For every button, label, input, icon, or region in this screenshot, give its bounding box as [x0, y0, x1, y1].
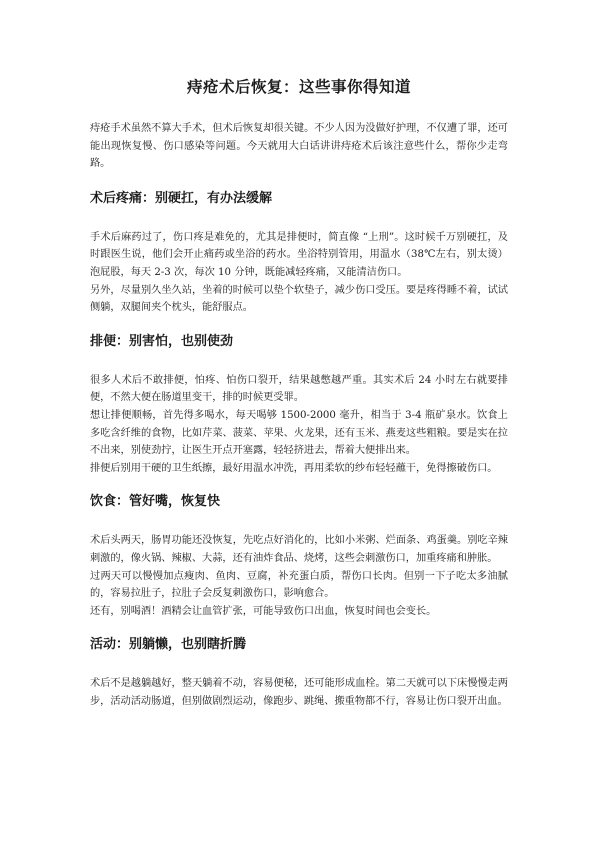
section-heading-diet: 饮食：管好嘴，恢复快 — [90, 494, 221, 510]
paragraph: 术后不是越躺越好，整天躺着不动，容易便秘，还可能形成血栓。第二天就可以下床慢慢走两步，活动活动肠道，但别做剧烈运动，像跑步、跳绳、搬重物都不行，容易让伤口裂开出血。 — [90, 678, 508, 707]
paragraph: 还有，别喝酒！酒精会让血管扩张，可能导致伤口出血，恢复时间也会变长。 — [90, 605, 437, 617]
paragraph: 很多人术后不敢排便，怕疼、怕伤口裂开，结果越憋越严重。其实术后 24 小时左右就要排便，不然大便在肠道里变干，排的时候更受罪。 — [90, 374, 508, 404]
paragraph: 过两天可以慢慢加点瘦肉、鱼肉、豆腐，补充蛋白质，帮伤口长肉。但别一下子吃太多油腻的，容易拉肚子，拉肚子会反复刺激伤口，影响愈合。 — [90, 570, 508, 600]
paragraph: 术后头两天，肠胃功能还没恢复，先吃点好消化的，比如小米粥、烂面条、鸡蛋羹。别吃辛辣刺激的，像火锅、辣椒、大蒜，还有油炸食品、烧烤，这些会刺激伤口，加重疼痛和肿胀。 — [90, 535, 508, 564]
paragraph: 想让排便顺畅，首先得多喝水，每天喝够 1500-2000 毫升，相当于 3-4 瓶矿泉水。饮食上多吃含纤维的食物，比如芹菜、菠菜、苹果、火龙果，还有玉米、燕麦这些粗粮。要是实在拉不出来，别使劲拧，让医生开点开塞露，轻轻挤进去，帮着大便排出来。 — [90, 409, 508, 457]
intro-paragraph: 痔疮手术虽然不算大手术，但术后恢复却很关键。不少人因为没做好护理，不仅遭了罪，还可能出现恢复慢、伤口感染等问题。今天就用大白话讲讲痔疮术后该注意些什么，帮你少走弯路。 — [90, 123, 508, 170]
section-pain — [90, 189, 508, 317]
section-diet — [90, 492, 508, 620]
section-activity — [90, 635, 508, 710]
section-heading-pain: 术后疼痛：别硬扛，有办法缓解 — [90, 190, 273, 206]
paragraph: 另外，尽量别久坐久站，坐着的时候可以垫个软垫子，减少伤口受压。要是疼得睡不着，试试侧躺，双腿间夹个枕头，能舒服点。 — [90, 284, 508, 314]
paragraph: 排便后别用干硬的卫生纸擦，最好用温水冲洗，再用柔软的纱布轻轻蘸干，免得擦破伤口。 — [90, 462, 498, 474]
paragraph: 手术后麻药过了，伤口疼是难免的，尤其是排便时，简直像 “上刑”。这时候千万别硬扛，及时跟医生说，他们会开止痛药或坐浴的药水。坐浴特别管用，用温水（38℃左右，别太烫）泡屁股，每天 2-3 次，每次 10 分钟，既能减轻疼痛，又能清洁伤口。 — [90, 231, 508, 278]
section-heading-activity: 活动：别躺懒，也别瞎折腾 — [90, 637, 247, 653]
document-page — [90, 76, 508, 725]
section-heading-bowel: 排便：别害怕，也别使劲 — [90, 333, 234, 349]
page-title: 痔疮术后恢复：这些事你得知道 — [186, 78, 411, 96]
section-bowel — [90, 332, 508, 478]
